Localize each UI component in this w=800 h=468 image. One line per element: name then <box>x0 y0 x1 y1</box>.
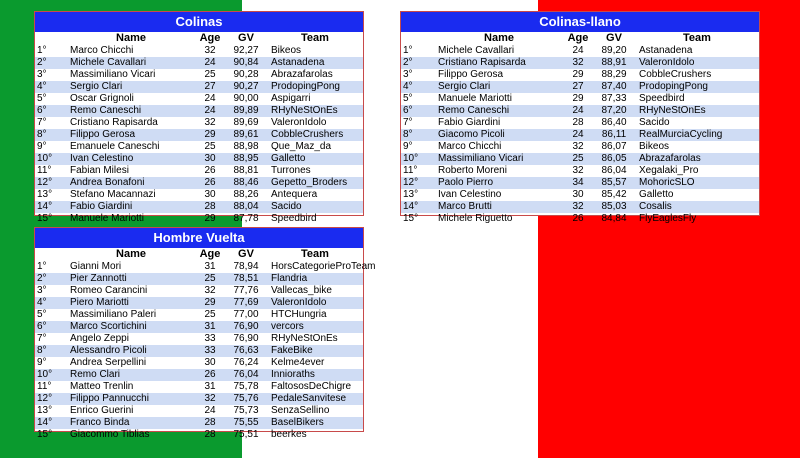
cell-name: Sergio Clari <box>67 81 195 93</box>
cell-team: FakeBike <box>267 345 363 357</box>
cell-team: RHyNeStOnEs <box>271 333 338 344</box>
cell-pos: 1° <box>37 261 47 272</box>
cell-gv: 87,78 <box>233 213 259 224</box>
cell-pos: 10° <box>35 153 67 165</box>
table-row <box>35 345 363 357</box>
table-row <box>35 261 363 273</box>
cell-team: Galletto <box>639 189 674 200</box>
cell-name: Ivan Celestino <box>438 189 502 200</box>
cell-name: Oscar Grignoli <box>70 93 134 104</box>
cell-age: 26 <box>195 369 225 381</box>
cell-team: RHyNeStOnEs <box>267 105 363 117</box>
header-team: Team <box>301 32 329 44</box>
cell-pos: 4° <box>35 297 67 309</box>
cell-gv: 90,27 <box>225 81 267 93</box>
header-gv: GV <box>238 248 254 260</box>
cell-gv: 76,04 <box>225 369 267 381</box>
cell-name: Filippo Pannucchi <box>67 393 195 405</box>
cell-gv: 77,00 <box>233 309 259 320</box>
cell-age: 26 <box>572 213 584 224</box>
cell-pos: 9° <box>403 141 413 152</box>
cell-team: ValeronIdolo <box>635 57 759 69</box>
cell-team: Astanadena <box>639 45 693 56</box>
cell-team: Aspigarri <box>271 93 311 104</box>
cell-pos: 11° <box>403 165 418 176</box>
cell-team: vercors <box>267 321 363 333</box>
cell-pos: 8° <box>401 129 435 141</box>
cell-name: Massimiliano Vicari <box>70 69 156 80</box>
table-row <box>401 93 759 105</box>
table-row <box>35 201 363 213</box>
cell-gv: 89,20 <box>601 45 627 56</box>
ranking-table-hombre-vuelta <box>34 227 376 440</box>
cell-age: 26 <box>195 177 225 189</box>
cell-age: 25 <box>204 69 216 80</box>
cell-age: 33 <box>195 345 225 357</box>
cell-gv: 75,55 <box>225 417 267 429</box>
cell-gv: 88,26 <box>233 189 259 200</box>
cell-name: Marco Chicchi <box>438 141 502 152</box>
cell-pos: 12° <box>35 393 67 405</box>
cell-team: Que_Maz_da <box>271 141 332 152</box>
cell-name: Manuele Mariotti <box>438 93 512 104</box>
cell-team: CobbleCrushers <box>639 69 712 80</box>
cell-name: Romeo Carancini <box>70 285 148 296</box>
table-row <box>35 69 363 81</box>
cell-age: 29 <box>195 129 225 141</box>
cell-age: 26 <box>204 165 216 176</box>
ranking-table <box>35 248 376 441</box>
cell-team: ValeronIdolo <box>267 297 363 309</box>
cell-pos: 2° <box>35 57 67 69</box>
cell-age: 30 <box>204 357 216 368</box>
cell-name: Cristiano Rapisarda <box>435 57 563 69</box>
cell-gv: 89,89 <box>225 105 267 117</box>
cell-gv: 88,46 <box>225 177 267 189</box>
cell-pos: 3° <box>37 285 47 296</box>
cell-pos: 4° <box>401 81 435 93</box>
cell-team: Turrones <box>271 165 311 176</box>
cell-age: 32 <box>204 117 216 128</box>
cell-pos: 8° <box>35 129 67 141</box>
cell-gv: 76,90 <box>225 321 267 333</box>
cell-gv: 90,28 <box>233 69 259 80</box>
cell-name: Enrico Guerini <box>70 405 134 416</box>
cell-gv: 88,91 <box>593 57 635 69</box>
cell-age: 34 <box>563 177 593 189</box>
cell-name: Sergio Clari <box>435 81 563 93</box>
cell-name: Angelo Zeppi <box>70 333 129 344</box>
cell-pos: 14° <box>35 417 67 429</box>
header-name: Name <box>484 32 514 44</box>
cell-name: Marco Brutti <box>435 201 563 213</box>
cell-age: 29 <box>195 297 225 309</box>
cell-team: Bikeos <box>639 141 670 152</box>
table-row <box>35 57 363 69</box>
cell-age: 24 <box>572 45 584 56</box>
table-row <box>35 309 363 321</box>
table-row <box>35 165 363 177</box>
cell-name: Filippo Gerosa <box>438 69 504 80</box>
ranking-table <box>35 32 363 225</box>
table-row <box>35 189 363 201</box>
table-row <box>401 105 759 117</box>
cell-age: 25 <box>204 141 216 152</box>
cell-gv: 87,20 <box>593 105 635 117</box>
cell-gv: 85,03 <box>593 201 635 213</box>
cell-pos: 1° <box>403 45 413 56</box>
cell-age: 28 <box>195 201 225 213</box>
cell-age: 30 <box>204 189 216 200</box>
cell-name: Michele Cavallari <box>67 57 195 69</box>
table-row <box>35 321 363 333</box>
table-header-row <box>35 248 363 261</box>
cell-gv: 87,33 <box>601 93 627 104</box>
cell-team: Speedbird <box>639 93 685 104</box>
cell-gv: 86,04 <box>601 165 627 176</box>
cell-team: Bikeos <box>271 45 302 56</box>
cell-gv: 75,73 <box>233 405 259 416</box>
cell-name: Massimiliano Vicari <box>435 153 563 165</box>
cell-age: 30 <box>572 189 584 200</box>
cell-gv: 77,69 <box>225 297 267 309</box>
cell-pos: 12° <box>35 177 67 189</box>
table-row <box>35 429 363 441</box>
cell-team: Speedbird <box>271 213 317 224</box>
header-age: Age <box>199 248 221 260</box>
cell-pos: 6° <box>35 321 67 333</box>
table-row <box>35 417 363 429</box>
table-row <box>401 213 759 225</box>
table-header-row <box>35 32 363 45</box>
cell-name: Remo Caneschi <box>435 105 563 117</box>
cell-pos: 2° <box>401 57 435 69</box>
cell-name: Remo Clari <box>67 369 195 381</box>
cell-pos: 9° <box>37 141 47 152</box>
table-row <box>35 93 363 105</box>
header-age: Age <box>199 32 221 44</box>
header-team: Team <box>683 32 711 44</box>
cell-age: 24 <box>195 57 225 69</box>
cell-age: 27 <box>563 81 593 93</box>
cell-name: Filippo Gerosa <box>67 129 195 141</box>
cell-age: 32 <box>204 45 216 56</box>
cell-pos: 2° <box>35 273 67 285</box>
cell-name: Massimiliano Paleri <box>70 309 157 320</box>
cell-gv: 89,69 <box>233 117 259 128</box>
cell-name: Marco Chicchi <box>70 45 134 56</box>
cell-pos: 7° <box>37 117 47 128</box>
cell-name: Fabio Giardini <box>67 201 195 213</box>
cell-gv: 86,40 <box>601 117 627 128</box>
cell-age: 32 <box>563 57 593 69</box>
cell-name: Stefano Macannazi <box>70 189 156 200</box>
cell-team: MohoricSLO <box>635 177 759 189</box>
cell-gv: 90,00 <box>233 93 259 104</box>
cell-team: ValeronIdolo <box>271 117 327 128</box>
cell-name: Giacomo Picoli <box>435 129 563 141</box>
cell-name: Marco Scortichini <box>67 321 195 333</box>
cell-pos: 10° <box>35 369 67 381</box>
cell-name: Franco Binda <box>67 417 195 429</box>
table-row <box>35 285 363 297</box>
cell-gv: 76,63 <box>225 345 267 357</box>
cell-team: beerkes <box>271 429 307 440</box>
header-gv: GV <box>606 32 622 44</box>
cell-pos: 10° <box>401 153 435 165</box>
cell-age: 28 <box>195 417 225 429</box>
cell-team: Sacido <box>267 201 363 213</box>
table-row <box>401 141 759 153</box>
cell-name: Fabian Milesi <box>70 165 129 176</box>
cell-gv: 76,90 <box>233 333 259 344</box>
cell-age: 24 <box>563 105 593 117</box>
table-title: Hombre Vuelta <box>35 228 363 248</box>
cell-team: Xegalaki_Pro <box>639 165 699 176</box>
cell-name: Gianni Mori <box>70 261 122 272</box>
header-pos <box>401 32 435 45</box>
cell-pos: 8° <box>35 345 67 357</box>
cell-pos: 15° <box>37 213 53 224</box>
table-row <box>35 117 363 129</box>
cell-team: HTCHungria <box>271 309 327 320</box>
cell-pos: 11° <box>37 165 52 176</box>
cell-gv: 75,78 <box>233 381 259 392</box>
cell-team: Astanadena <box>267 57 363 69</box>
cell-team: Abrazafarolas <box>635 153 759 165</box>
cell-gv: 88,04 <box>225 201 267 213</box>
cell-age: 25 <box>195 273 225 285</box>
cell-team: Kelme4ever <box>271 357 325 368</box>
ranking-table-colinas <box>34 11 364 224</box>
table-row <box>35 393 363 405</box>
cell-team: ProdopingPong <box>635 81 759 93</box>
table-row <box>401 189 759 201</box>
cell-gv: 86,11 <box>593 129 635 141</box>
table-row <box>35 405 363 417</box>
header-pos <box>35 248 67 261</box>
cell-team: Sacido <box>639 117 670 128</box>
cell-age: 24 <box>195 105 225 117</box>
cell-name: Matteo Trenlin <box>70 381 134 392</box>
cell-gv: 85,57 <box>593 177 635 189</box>
cell-gv: 92,27 <box>233 45 259 56</box>
cell-team: RealMurciaCycling <box>635 129 759 141</box>
table-row <box>35 105 363 117</box>
cell-gv: 86,07 <box>601 141 627 152</box>
cell-gv: 88,81 <box>233 165 259 176</box>
table-row <box>35 45 363 57</box>
cell-name: Cristiano Rapisarda <box>70 117 158 128</box>
cell-name: Alessandro Picoli <box>67 345 195 357</box>
cell-gv: 78,51 <box>225 273 267 285</box>
cell-pos: 1° <box>37 45 47 56</box>
cell-age: 32 <box>195 393 225 405</box>
table-row <box>35 369 363 381</box>
cell-pos: 3° <box>403 69 413 80</box>
cell-pos: 14° <box>401 201 435 213</box>
cell-name: Remo Caneschi <box>67 105 195 117</box>
cell-gv: 85,42 <box>601 189 627 200</box>
cell-name: Andrea Bonafoni <box>67 177 195 189</box>
cell-age: 24 <box>204 405 216 416</box>
cell-age: 28 <box>204 429 216 440</box>
table-row <box>401 129 759 141</box>
cell-age: 29 <box>204 213 216 224</box>
cell-pos: 13° <box>37 405 53 416</box>
cell-name: Andrea Serpellini <box>70 357 147 368</box>
cell-pos: 6° <box>401 105 435 117</box>
cell-name: Michele Cavallari <box>438 45 515 56</box>
cell-gv: 75,76 <box>225 393 267 405</box>
cell-pos: 15° <box>37 429 53 440</box>
cell-age: 31 <box>204 261 216 272</box>
cell-gv: 89,61 <box>225 129 267 141</box>
cell-team: PedaleSanvitese <box>267 393 363 405</box>
header-gv: GV <box>238 32 254 44</box>
cell-gv: 90,84 <box>225 57 267 69</box>
table-row <box>401 69 759 81</box>
table-row <box>35 153 363 165</box>
cell-gv: 88,98 <box>233 141 259 152</box>
cell-name: Emanuele Caneschi <box>70 141 160 152</box>
table-row <box>35 213 363 225</box>
table-row <box>35 297 363 309</box>
cell-age: 24 <box>204 93 216 104</box>
table-row <box>401 201 759 213</box>
cell-pos: 11° <box>37 381 52 392</box>
cell-name: Ivan Celestino <box>67 153 195 165</box>
cell-team: Cosalis <box>635 201 759 213</box>
cell-age: 30 <box>195 153 225 165</box>
cell-gv: 76,24 <box>233 357 259 368</box>
cell-pos: 3° <box>37 69 47 80</box>
header-age: Age <box>567 32 589 44</box>
cell-team: Antequera <box>271 189 318 200</box>
cell-gv: 87,40 <box>593 81 635 93</box>
table-row <box>35 177 363 189</box>
table-title: Colinas-llano <box>401 12 759 32</box>
cell-age: 32 <box>204 285 216 296</box>
cell-pos: 13° <box>37 189 53 200</box>
table-row <box>35 381 363 393</box>
table-row <box>401 165 759 177</box>
cell-gv: 78,94 <box>233 261 259 272</box>
cell-age: 25 <box>204 309 216 320</box>
cell-pos: 7° <box>37 333 47 344</box>
cell-age: 24 <box>563 129 593 141</box>
cell-team: RHyNeStOnEs <box>635 105 759 117</box>
table-row <box>35 81 363 93</box>
table-row <box>35 273 363 285</box>
bottom-strip <box>0 458 800 468</box>
cell-name: Roberto Moreni <box>438 165 507 176</box>
table-row <box>401 81 759 93</box>
cell-team: FaltososDeChigre <box>271 381 352 392</box>
cell-name: Paolo Pierro <box>435 177 563 189</box>
cell-age: 29 <box>572 93 584 104</box>
cell-name: Piero Mariotti <box>67 297 195 309</box>
cell-gv: 77,76 <box>233 285 259 296</box>
cell-gv: 84,84 <box>601 213 627 224</box>
cell-gv: 86,05 <box>593 153 635 165</box>
cell-name: Michele Riguetto <box>438 213 513 224</box>
cell-team: SenzaSellino <box>271 405 330 416</box>
cell-team: ProdopingPong <box>267 81 363 93</box>
cell-pos: 14° <box>35 201 67 213</box>
cell-age: 33 <box>204 333 216 344</box>
cell-team: Gepetto_Broders <box>267 177 363 189</box>
cell-pos: 12° <box>401 177 435 189</box>
header-pos <box>35 32 67 45</box>
table-row <box>401 153 759 165</box>
table-row <box>35 141 363 153</box>
cell-name: Pier Zannotti <box>67 273 195 285</box>
cell-pos: 5° <box>37 309 47 320</box>
ranking-table-colinas-llano <box>400 11 760 224</box>
cell-name: Giacommo Tiblias <box>70 429 150 440</box>
header-team: Team <box>301 248 329 260</box>
cell-pos: 7° <box>403 117 413 128</box>
cell-age: 29 <box>572 69 584 80</box>
cell-age: 32 <box>572 165 584 176</box>
ranking-table <box>401 32 759 225</box>
cell-gv: 75,51 <box>233 429 259 440</box>
cell-age: 28 <box>572 117 584 128</box>
table-title: Colinas <box>35 12 363 32</box>
cell-team: CobbleCrushers <box>267 129 363 141</box>
cell-team: HorsCategorieProTeam <box>271 261 376 272</box>
table-row <box>35 357 363 369</box>
cell-pos: 15° <box>403 213 419 224</box>
cell-team: Abrazafarolas <box>271 69 333 80</box>
table-row <box>401 57 759 69</box>
cell-age: 32 <box>563 201 593 213</box>
cell-pos: 4° <box>35 81 67 93</box>
cell-age: 27 <box>195 81 225 93</box>
cell-pos: 6° <box>35 105 67 117</box>
cell-gv: 88,29 <box>601 69 627 80</box>
cell-name: Manuele Mariotti <box>70 213 144 224</box>
table-row <box>35 333 363 345</box>
table-header-row <box>401 32 759 45</box>
cell-pos: 5° <box>37 93 47 104</box>
cell-team: Vallecas_bike <box>271 285 332 296</box>
cell-age: 31 <box>195 321 225 333</box>
header-name: Name <box>116 248 146 260</box>
table-row <box>401 45 759 57</box>
cell-team: BaselBikers <box>267 417 363 429</box>
header-name: Name <box>116 32 146 44</box>
table-row <box>401 177 759 189</box>
cell-team: Galletto <box>267 153 363 165</box>
cell-age: 25 <box>563 153 593 165</box>
table-row <box>35 129 363 141</box>
cell-pos: 9° <box>37 357 47 368</box>
cell-team: FlyEaglesFly <box>639 213 697 224</box>
table-row <box>401 117 759 129</box>
cell-age: 31 <box>204 381 216 392</box>
cell-team: Innioraths <box>267 369 363 381</box>
cell-team: Flandria <box>267 273 363 285</box>
cell-gv: 88,95 <box>225 153 267 165</box>
cell-pos: 5° <box>403 93 413 104</box>
cell-name: Fabio Giardini <box>438 117 501 128</box>
cell-age: 32 <box>572 141 584 152</box>
cell-pos: 13° <box>403 189 419 200</box>
